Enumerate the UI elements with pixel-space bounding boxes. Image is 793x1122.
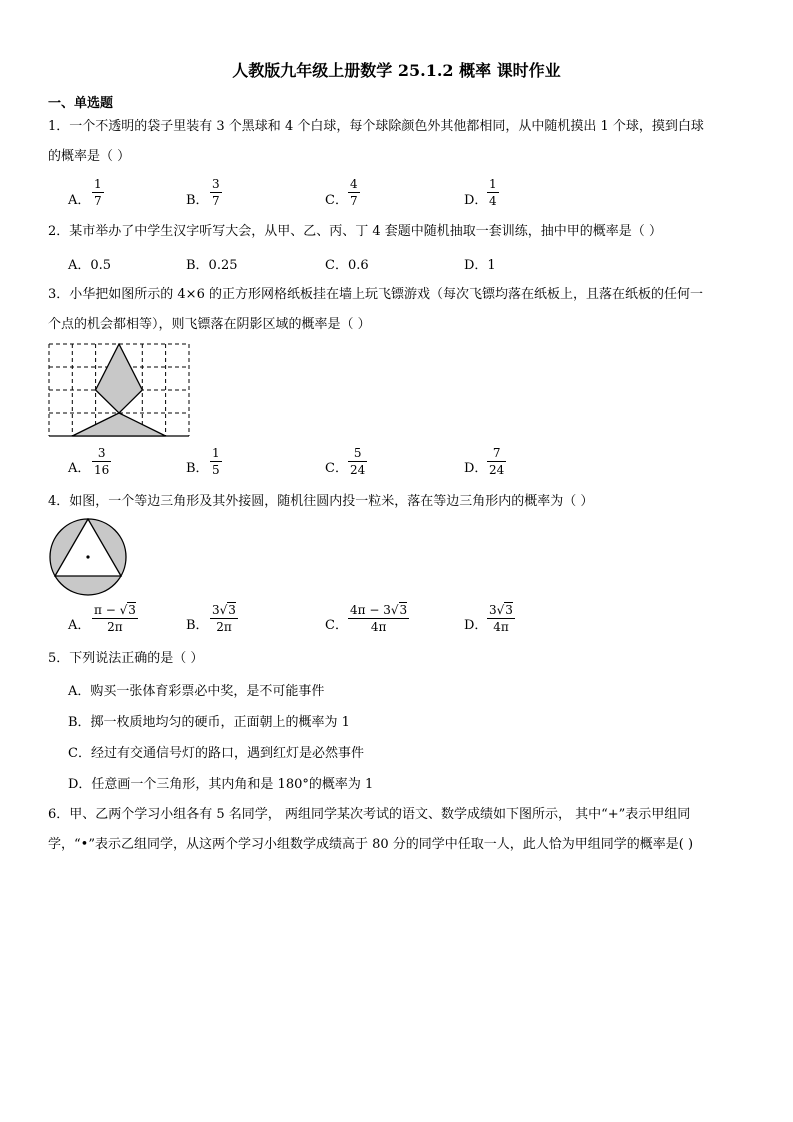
- numerator: 7: [492, 446, 501, 460]
- fraction: 3√3 4π: [489, 603, 513, 634]
- denominator: 2π: [216, 620, 232, 634]
- numerator-prefix: π −: [94, 603, 120, 617]
- numerator: 5: [353, 446, 362, 460]
- option-label: C．: [325, 193, 348, 208]
- fraction: [210, 177, 222, 208]
- option-label: D．: [464, 193, 488, 208]
- page-title: 人教版九年级上册数学 25.1.2 概率 课时作业: [232, 61, 561, 80]
- numerator: 3: [97, 446, 106, 460]
- fraction: [92, 446, 111, 477]
- option-label: D．: [464, 461, 488, 476]
- question-2-option-a: A．0.5: [68, 258, 112, 273]
- coefficient: 3: [383, 603, 391, 617]
- numerator: 3: [212, 177, 220, 191]
- option-label: B．: [186, 461, 209, 476]
- fraction: [487, 446, 506, 477]
- fraction: [348, 446, 367, 477]
- denominator: 7: [212, 194, 220, 208]
- numerator: 4: [350, 177, 358, 191]
- numerator-prefix: 4π −: [350, 603, 384, 617]
- question-5-option-d: D．任意画一个三角形，其内角和是 180°的概率为 1: [68, 777, 374, 792]
- question-3-line-1: 3．小华把如图所示的 4×6 的正方形网格纸板挂在墙上玩飞镖游戏（每次飞镖均落在纸板上，且落在纸板的任何一: [48, 287, 703, 302]
- fraction: 3√3 2π: [212, 603, 236, 634]
- question-2-option-d: D．1: [464, 258, 496, 273]
- denominator: 4π: [370, 620, 387, 634]
- denominator: 24: [350, 463, 366, 477]
- denominator: 4π: [493, 620, 509, 634]
- question-3-line-2: 个点的机会都相等），则飞镖落在阴影区域的概率是（ ）: [48, 317, 371, 332]
- shaded-kite: [96, 344, 143, 413]
- radicand: 3: [228, 603, 236, 617]
- radicand: 3: [128, 603, 136, 617]
- numerator: 1: [94, 177, 102, 191]
- question-2-option-b: B．0.25: [186, 258, 238, 273]
- question-6-line-1: 6．甲、乙两个学习小组各有 5 名同学， 两组同学某次考试的语文、数学成绩如下图所示， 其中“+”表示甲组同: [48, 807, 691, 822]
- denominator: 4: [489, 194, 497, 208]
- denominator: 7: [94, 194, 102, 208]
- question-4-line-1: 4．如图，一个等边三角形及其外接圆，随机往圆内投一粒米，落在等边三角形内的概率为（ ）: [48, 494, 594, 509]
- option-label: B．: [186, 193, 209, 208]
- fraction: 4π − 3√3 4π: [350, 603, 408, 634]
- question-2-option-c: C．0.6: [325, 258, 369, 273]
- denominator: 16: [94, 463, 110, 477]
- fraction: [210, 446, 222, 477]
- radicand: 3: [505, 603, 513, 617]
- option-label: A．: [68, 618, 91, 633]
- denominator: 2π: [107, 620, 123, 634]
- question-6-line-2: 学，“•”表示乙组同学，从这两个学习小组数学成绩高于 80 分的同学中任取一人，此人恰为甲组同学的概率是( ): [48, 837, 694, 852]
- option-label: A．: [68, 193, 91, 208]
- center-point: [86, 555, 89, 558]
- option-label: C．: [325, 461, 348, 476]
- question-5-line-1: 5．下列说法正确的是（ ）: [48, 651, 204, 666]
- denominator: 7: [350, 194, 358, 208]
- question-5-option-b: B．掷一枚质地均匀的硬币，正面朝上的概率为 1: [68, 715, 350, 730]
- fraction: [348, 177, 360, 208]
- coefficient: 3: [212, 603, 220, 617]
- numerator: 1: [489, 177, 497, 191]
- question-2-line-1: 2．某市举办了中学生汉字听写大会，从甲、乙、丙、丁 4 套题中随机抽取一套训练，抽中甲的概率是（ ）: [48, 224, 662, 239]
- option-label: D．: [464, 618, 488, 633]
- option-label: A．: [68, 461, 91, 476]
- grid-board-figure: [48, 343, 190, 438]
- shaded-triangle: [72, 413, 165, 436]
- fraction: [92, 177, 104, 208]
- option-label: B．: [186, 618, 209, 633]
- option-label: C．: [325, 618, 348, 633]
- fraction: π − √3 2π: [94, 603, 136, 634]
- question-5-option-a: A．购买一张体育彩票必中奖，是不可能事件: [68, 684, 325, 699]
- section-heading: 一、单选题: [48, 96, 114, 111]
- denominator: 24: [489, 463, 505, 477]
- numerator: 1: [212, 446, 220, 460]
- radicand: 3: [399, 603, 408, 617]
- question-1-line-2: 的概率是（ ）: [48, 149, 131, 164]
- denominator: 5: [212, 463, 220, 477]
- coefficient: 3: [489, 603, 497, 617]
- question-5-option-c: C．经过有交通信号灯的路口，遇到红灯是必然事件: [68, 746, 364, 761]
- question-1-line-1: 1．一个不透明的袋子里装有 3 个黑球和 4 个白球，每个球除颜色外其他都相同，从中随机摸出 1 个球，摸到白球: [48, 119, 704, 134]
- fraction: [487, 177, 499, 208]
- triangle-in-circle-figure: [46, 518, 130, 596]
